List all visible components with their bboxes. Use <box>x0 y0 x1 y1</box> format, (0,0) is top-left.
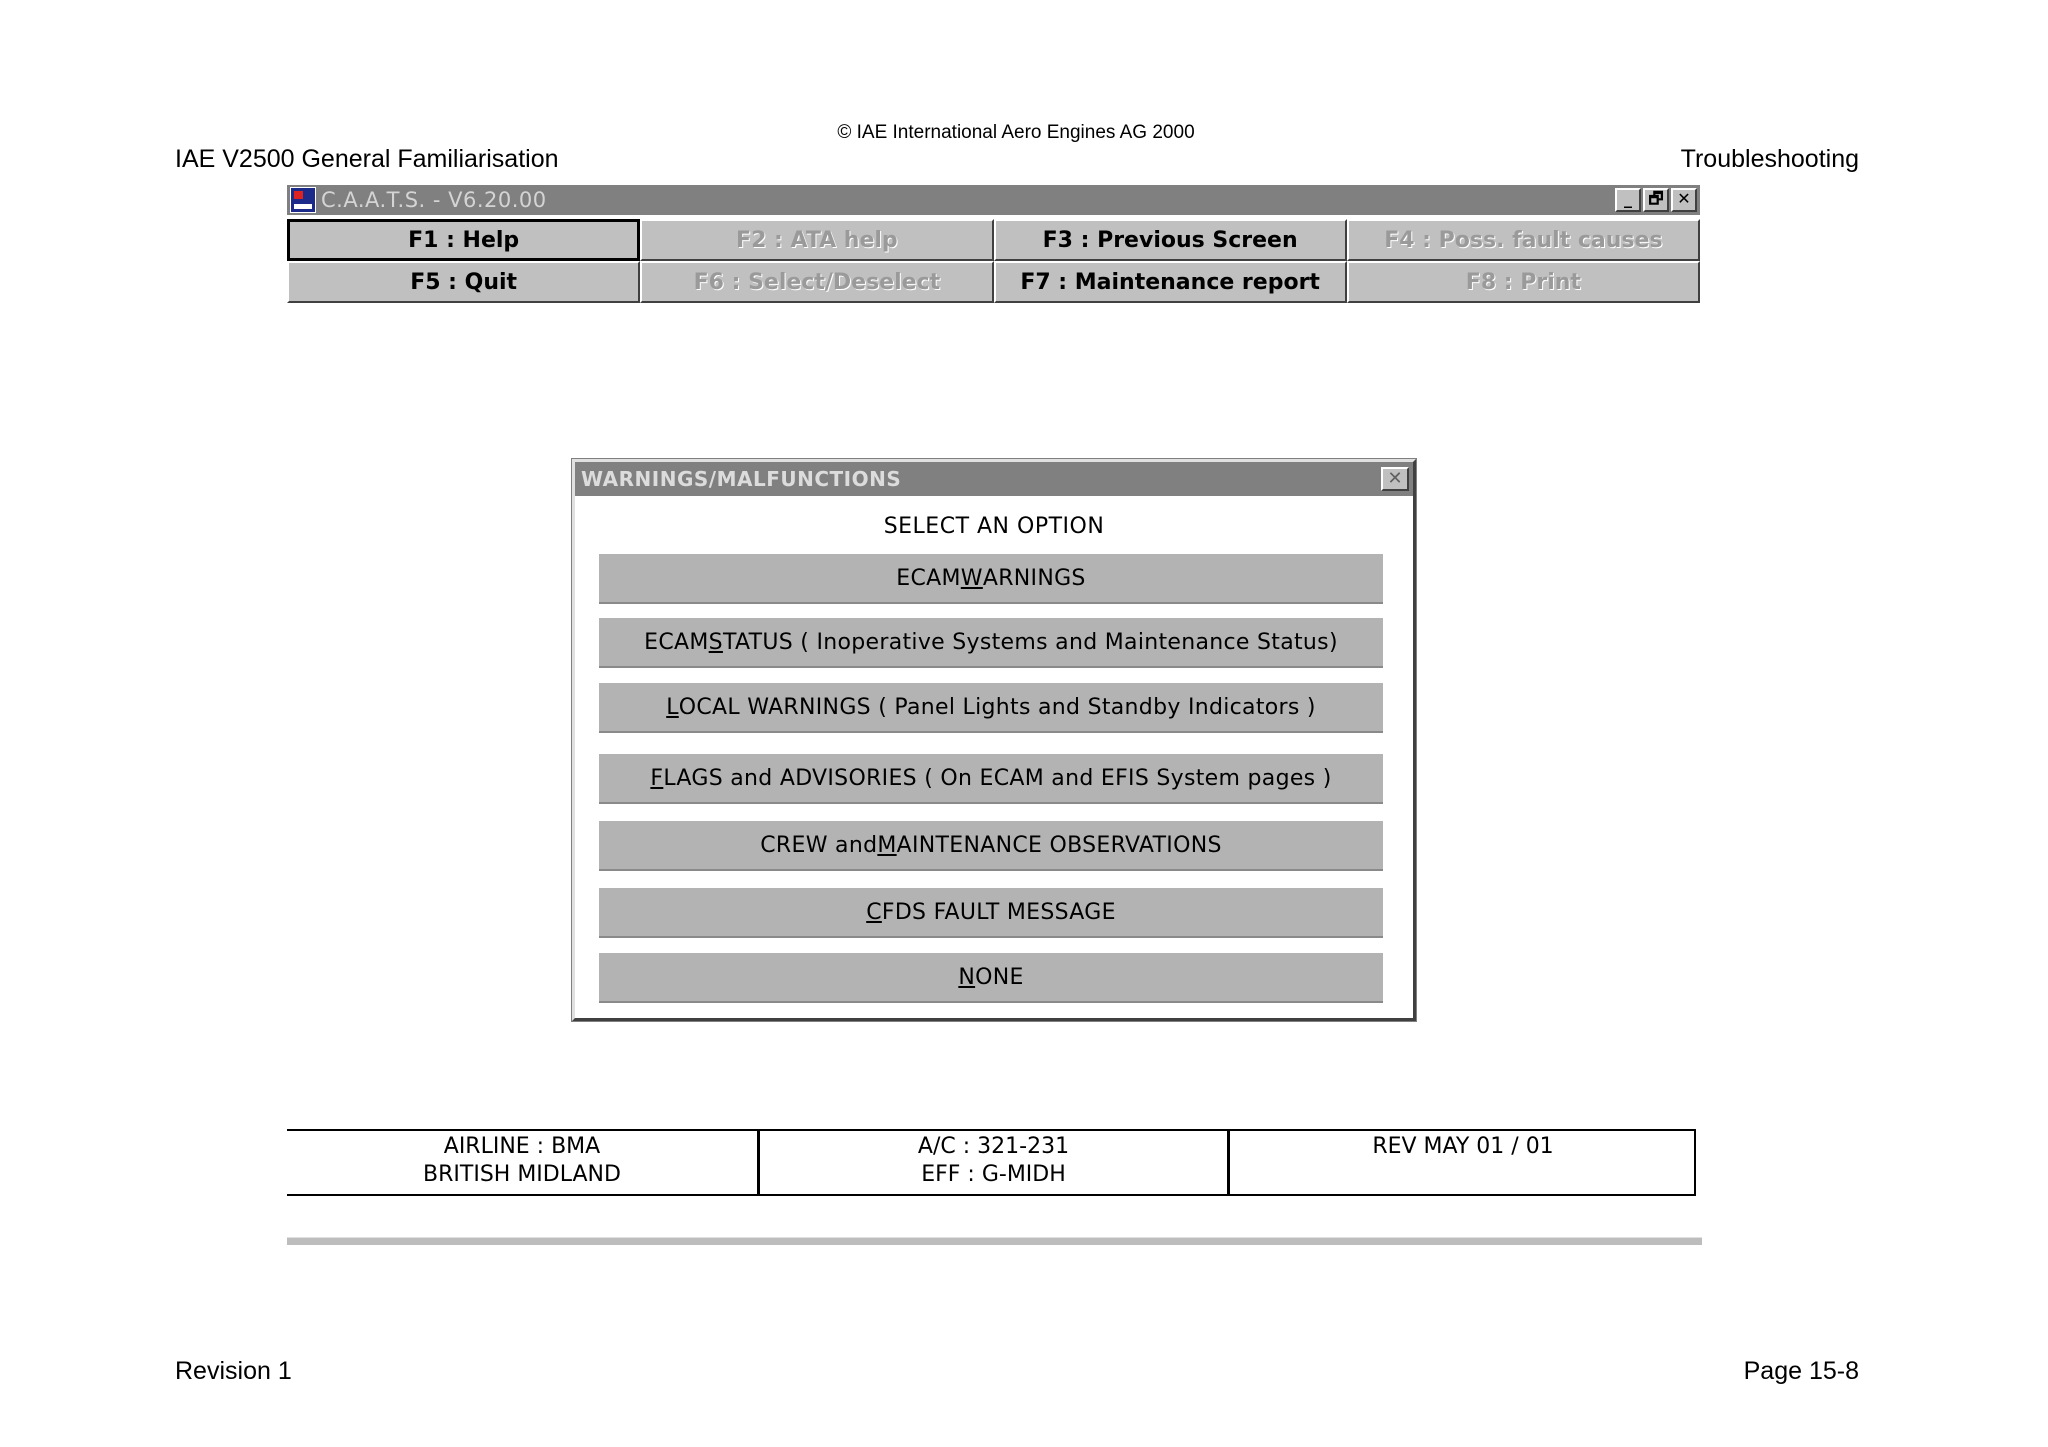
accelerator-key: S <box>708 629 723 655</box>
crew-maintenance-observations-button[interactable]: CREW and M AINTENANCE OBSERVATIONS <box>599 821 1383 871</box>
revision-date: REV MAY 01 / 01 <box>1372 1134 1554 1159</box>
airline-name: BRITISH MIDLAND <box>423 1162 621 1187</box>
app-title: C.A.A.T.S. - V6.20.00 <box>321 188 547 212</box>
aircraft-info <box>757 1131 1227 1194</box>
revision-info <box>1227 1131 1696 1194</box>
f3-previous-screen-button[interactable]: F3 : Previous Screen <box>994 219 1347 261</box>
f4-possible-fault-causes-button[interactable]: F4 : Poss. fault causes <box>1347 219 1700 261</box>
flags-and-advisories-button[interactable]: F LAGS and ADVISORIES ( On ECAM and EFIS System pages ) <box>599 754 1383 804</box>
f5-quit-button[interactable]: F5 : Quit <box>287 261 640 303</box>
dialog-title: WARNINGS/MALFUNCTIONS <box>581 467 902 491</box>
close-icon[interactable]: ✕ <box>1671 188 1697 212</box>
section-title: Troubleshooting <box>1680 145 1859 173</box>
caats-app-window <box>287 185 1700 303</box>
window-controls <box>1615 188 1697 212</box>
f7-maintenance-report-button[interactable]: F7 : Maintenance report <box>994 261 1347 303</box>
page-number: Page 15-8 <box>1743 1357 1859 1385</box>
f8-print-button[interactable]: F8 : Print <box>1347 261 1700 303</box>
restore-icon[interactable]: 🗗 <box>1643 188 1669 212</box>
document-title: IAE V2500 General Familiarisation <box>175 145 559 173</box>
cfds-fault-message-button[interactable]: C FDS FAULT MESSAGE <box>599 888 1383 938</box>
minimize-icon[interactable]: _ <box>1615 188 1641 212</box>
local-warnings-button[interactable]: L OCAL WARNINGS ( Panel Lights and Standby Indicators ) <box>599 683 1383 733</box>
ecam-warnings-button[interactable]: ECAM W ARNINGS <box>599 554 1383 604</box>
aircraft-info-bar <box>287 1129 1696 1196</box>
function-key-toolbar <box>287 219 1700 303</box>
airline-info <box>287 1131 757 1194</box>
caats-app-icon[interactable] <box>290 187 316 213</box>
dialog-prompt: SELECT AN OPTION <box>883 514 1105 539</box>
accelerator-key: M <box>877 832 897 858</box>
aircraft-effectivity: EFF : G-MIDH <box>921 1162 1066 1187</box>
none-button[interactable]: N ONE <box>599 953 1383 1003</box>
f6-select-deselect-button[interactable]: F6 : Select/Deselect <box>640 261 993 303</box>
aircraft-type: A/C : 321-231 <box>917 1134 1070 1159</box>
dialog-titlebar[interactable] <box>575 462 1413 496</box>
airline-code: AIRLINE : BMA <box>443 1134 601 1159</box>
ecam-status-button[interactable]: ECAM S TATUS ( Inoperative Systems and Maintenance Status) <box>599 618 1383 668</box>
bottom-divider <box>287 1237 1702 1245</box>
revision-label: Revision 1 <box>175 1357 292 1385</box>
accelerator-key: W <box>960 565 983 591</box>
accelerator-key: F <box>650 765 664 791</box>
app-titlebar[interactable] <box>287 185 1700 215</box>
accelerator-key: C <box>866 899 882 925</box>
dialog-close-icon[interactable]: ✕ <box>1381 467 1409 491</box>
accelerator-key: L <box>666 694 679 720</box>
warnings-malfunctions-dialog <box>572 459 1416 1021</box>
f1-help-button[interactable]: F1 : Help <box>287 219 640 261</box>
copyright-notice: © IAE International Aero Engines AG 2000 <box>837 122 1195 143</box>
accelerator-key: N <box>958 964 976 990</box>
f2-ata-help-button[interactable]: F2 : ATA help <box>640 219 993 261</box>
